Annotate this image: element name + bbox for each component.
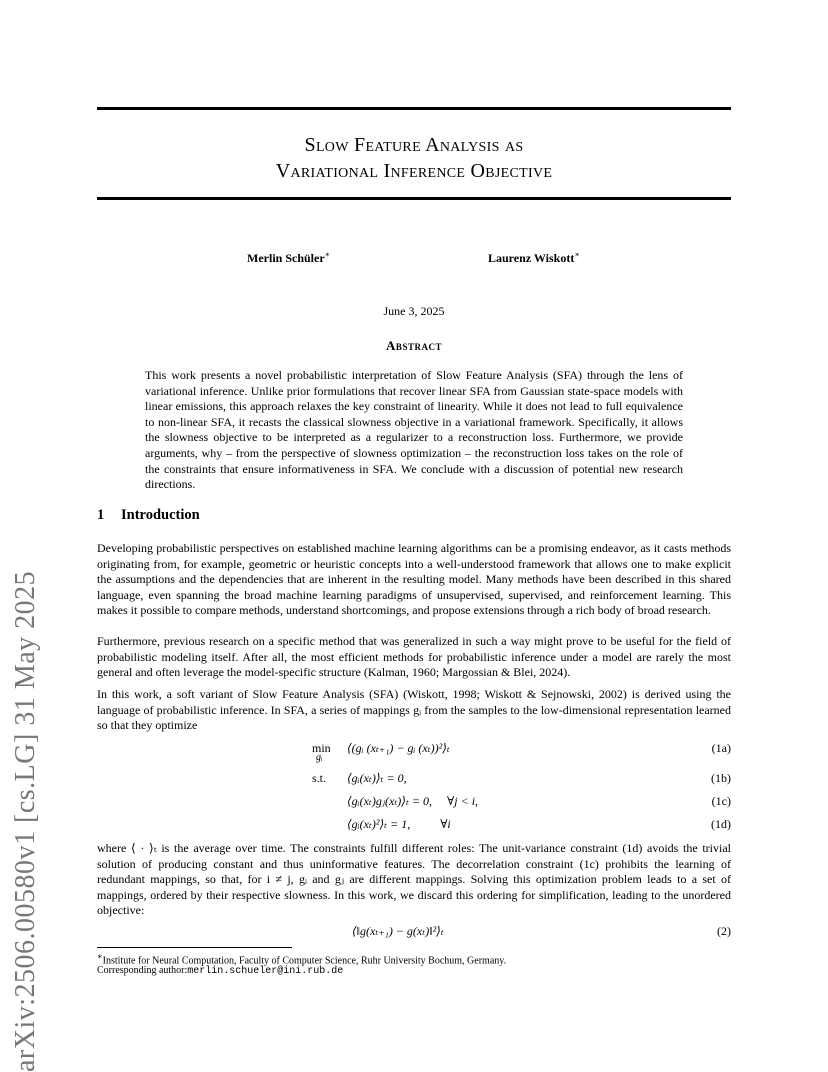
- equation-1a-number: (1a): [711, 741, 731, 755]
- intro-paragraph-2: Furthermore, previous research on a specific method that was generalized in such a way might prove to be useful for the field of probabilistic modeling itself. After all, the most efficient methods for probabilistic inference under a model are rarely the most general and often leverage the model-specific structure (Kalman, 1960; Margossian & Blei, 2024).: [97, 634, 731, 680]
- author-2: [488, 250, 580, 266]
- author-1-name: Merlin Schüler: [247, 251, 325, 265]
- abstract-text: This work presents a novel probabilistic interpretation of Slow Feature Analysis (SFA) through the lens of variational inference. Unlike prior formulations that recover linear SFA from Gaussian state-space models with linear emissions, this approach relaxes the key constraint of linearity. While it does not lead to full equivalence to non-linear SFA, it recasts the classical slowness objective in a variational framework. Specifically, it allows the slowness objective to be interpreted as a regularizer to a reconstruction loss. Furthermore, we provide arguments, why – from the perspective of slowness optimization – the reconstruction loss takes on the role of the constraints that ensure informativeness in SFA. We conclude with a discussion of potential new research directions.: [145, 368, 683, 492]
- equation-1c-body: ⟨gᵢ(xₜ)gⱼ(xₜ)⟩ₜ = 0, ∀j < i,: [347, 794, 479, 808]
- author-1: [247, 250, 330, 266]
- section-heading: [97, 507, 200, 524]
- equation-1d-number: (1d): [711, 817, 731, 831]
- equation-2-body: ⟨‖g(xₜ₊₁) − g(xₜ)‖²⟩ₜ: [352, 924, 444, 938]
- paper-date: June 3, 2025: [383, 304, 445, 318]
- equation-1b-number: (1b): [711, 771, 731, 785]
- footnote-line1: Institute for Neural Computation, Faculty of Computer Science, Ruhr University Bochum, Germany.: [102, 955, 507, 967]
- constraints-paragraph: where ⟨ · ⟩ₜ is the average over time. The constraints fulfill different roles: The unit-variance constraint (1d) avoids the trivial solution of producing constant and thus uninformative features. The decorrelation constraint (1c) prohibits the learning of redundant mappings, so that, for i ≠ j, gᵢ and gⱼ are different mappings. Solving this optimization problem leads to a set of mappings, ordered by their respective slowness. In this work, we discard this ordering for simplification, leading to the unordered objective:: [97, 841, 731, 918]
- title-top-rule: [97, 107, 731, 110]
- footnote-mark: ∗: [97, 952, 103, 961]
- footnote-rule: [97, 947, 292, 948]
- equation-1b-label: s.t.: [312, 771, 327, 785]
- equation-1d-body: ⟨gᵢ(xₜ)²⟩ₜ = 1, ∀i: [347, 817, 451, 831]
- section-title: Introduction: [121, 507, 200, 523]
- paper-title-line2: Variational Inference Objective: [275, 160, 553, 182]
- equation-1a-body: ⟨(gᵢ (xₜ₊₁) − gᵢ (xₜ))²⟩ₜ: [347, 741, 450, 755]
- intro-paragraph-1: Developing probabilistic perspectives on established machine learning algorithms can be a promising endeavor, as it casts methods originating from, for example, geometric or heuristic concepts into a well-understood framework that allows one to make explicit the assumptions and the dependencies that are inherent in the resulting model. Many methods have been described in this shared language, even spanning the broad machine learning paradigms of unsupervised, supervised, and reinforcement learning. This makes it possible to compare methods, understand shortcomings, and propose extensions through a rich body of broad research.: [97, 541, 731, 618]
- equation-1a-sub: gᵢ: [316, 752, 323, 763]
- equation-1c: [97, 794, 731, 814]
- footnote-line2-prefix: Corresponding author:: [97, 965, 188, 976]
- author-1-mark: ∗: [324, 250, 331, 259]
- corresponding-email: merlin.schueler@ini.rub.de: [187, 966, 344, 977]
- section-number: 1: [97, 507, 105, 523]
- footnote-contact: [97, 964, 343, 979]
- abstract-heading: Abstract: [386, 338, 442, 353]
- equation-2: [97, 924, 731, 944]
- title-bottom-rule: [97, 197, 731, 200]
- author-2-name: Laurenz Wiskott: [488, 251, 575, 265]
- arxiv-side-banner: arXiv:2506.00580v1 [cs.LG] 31 May 2025: [10, 570, 41, 1072]
- author-2-mark: ∗: [574, 250, 580, 259]
- equation-1a-label: min: [312, 741, 331, 755]
- equation-1d: [97, 817, 731, 837]
- intro-paragraph-3: In this work, a soft variant of Slow Feature Analysis (SFA) (Wiskott, 1998; Wiskott & Sejnowski, 2002) is derived using the language of probabilistic inference. In SFA, a series of mappings gᵢ from the samples to the low-dimensional representation learned so that they optimize: [97, 687, 731, 733]
- equation-1b: [97, 771, 731, 791]
- paper-title-line1: Slow Feature Analysis as: [304, 134, 524, 156]
- equation-1c-number: (1c): [711, 794, 731, 808]
- equation-1b-body: ⟨gᵢ(xₜ)⟩ₜ = 0,: [347, 771, 407, 785]
- equation-2-number: (2): [717, 924, 731, 938]
- equation-1a: [97, 741, 731, 761]
